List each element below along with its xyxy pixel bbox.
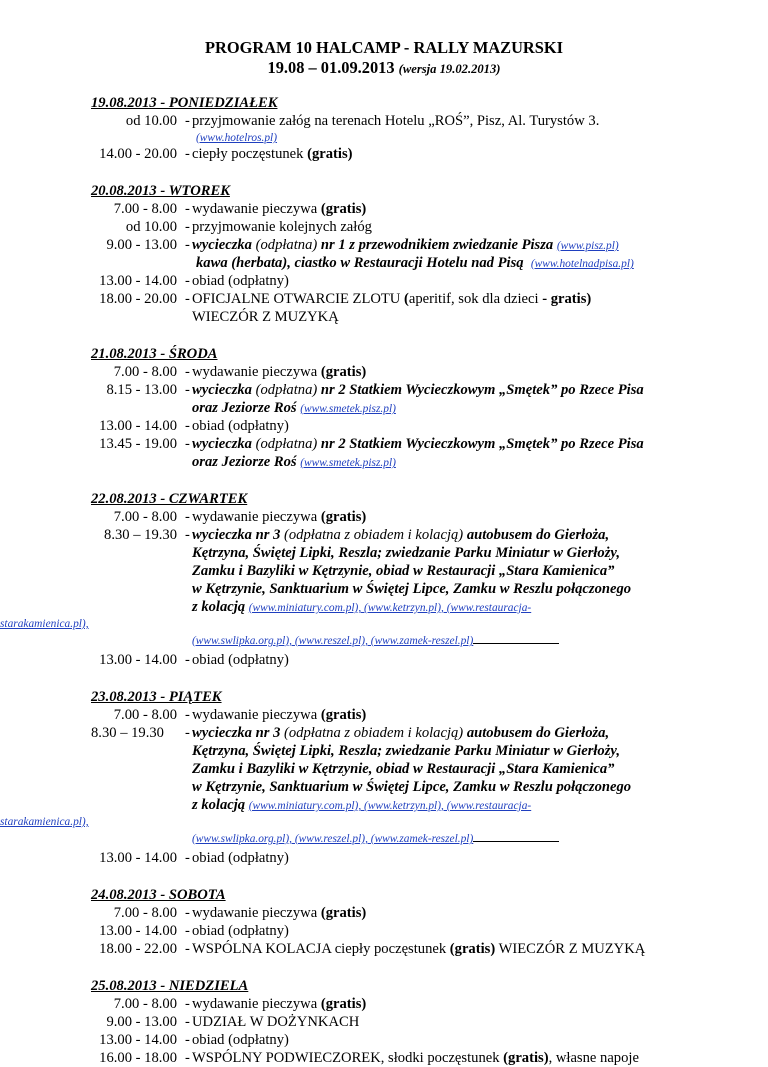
time: 7.00 - 8.00	[113, 996, 177, 1012]
time: 7.00 - 8.00	[113, 364, 177, 380]
time: 13.00 - 14.00	[99, 273, 177, 289]
date-range: 19.08 – 01.09.2013	[267, 58, 395, 77]
time: od 10.00	[125, 219, 177, 235]
event-text: w Kętrzynie, Sanktuarium w Świętej Lipce, Zamku w Reszlu połączonego	[192, 581, 632, 597]
dash: -	[185, 1050, 190, 1066]
event-text: Zamku i Bazyliki w Kętrzynie, obiad w Restauracji „Stara Kamienica”	[192, 761, 615, 777]
event-text: w Kętrzynie, Sanktuarium w Świętej Lipce, Zamku w Reszlu połączonego	[192, 779, 632, 795]
smetek-link[interactable]: (www.smetek.pisz.pl)	[300, 403, 396, 415]
document-title: PROGRAM 10 HALCAMP - RALLY MAZURSKI	[204, 38, 563, 57]
time: 13.45 - 19.00	[99, 436, 177, 452]
time: 16.00 - 18.00	[99, 1050, 177, 1066]
event-text: wydawanie pieczywa (gratis)	[192, 905, 367, 921]
time: 13.00 - 14.00	[99, 850, 177, 866]
time: 7.00 - 8.00	[113, 509, 177, 525]
time: 13.00 - 14.00	[99, 418, 177, 434]
event-text: wycieczka (odpłatna) nr 1 z przewodnikiem zwiedzanie Pisza (www.pisz.pl)	[192, 237, 619, 253]
underline-rule	[473, 631, 559, 644]
event-text	[192, 631, 559, 650]
event-text: Kętrzyna, Świętej Lipki, Reszla; zwiedzanie Parku Miniatur w Gierłoży,	[192, 743, 620, 759]
time: 8.30 – 19.30	[91, 725, 164, 741]
pisz-link[interactable]: (www.pisz.pl)	[556, 240, 619, 252]
dash: -	[185, 1032, 190, 1048]
tour-links[interactable]: (www.miniatury.com.pl), (www.ketrzyn.pl), (www.restauracja-	[248, 602, 532, 614]
event-text: z kolacją (www.miniatury.com.pl), (www.ketrzyn.pl), (www.restauracja-	[192, 599, 532, 615]
time: 18.00 - 22.00	[99, 941, 177, 957]
event-text: wydawanie pieczywa (gratis)	[192, 996, 367, 1012]
day-heading: 23.08.2013 - PIĄTEK	[91, 689, 222, 705]
event-text: WSPÓLNA KOLACJA ciepły poczęstunek (gratis) WIECZÓR Z MUZYKĄ	[192, 941, 646, 957]
dash: -	[185, 527, 190, 543]
smetek-link[interactable]: (www.smetek.pisz.pl)	[300, 457, 396, 469]
event-text: przyjmowanie kolejnych załóg	[192, 219, 372, 235]
event-text: wydawanie pieczywa (gratis)	[192, 364, 367, 380]
time: 7.00 - 8.00	[113, 707, 177, 723]
event-text: obiad (odpłatny)	[192, 923, 289, 939]
dash: -	[185, 652, 190, 668]
event-text: wycieczka (odpłatna) nr 2 Statkiem Wycieczkowym „Smętek” po Rzece Pisa	[192, 436, 644, 452]
dash: -	[185, 382, 190, 398]
event-text: oraz Jeziorze Roś (www.smetek.pisz.pl)	[192, 454, 396, 470]
tour-links[interactable]: (www.swlipka.org.pl), (www.reszel.pl), (www.zamek-reszel.pl)	[192, 635, 474, 647]
time: od 10.00	[125, 113, 177, 129]
time: 7.00 - 8.00	[113, 905, 177, 921]
event-text: Kętrzyna, Świętej Lipki, Reszla; zwiedzanie Parku Miniatur w Gierłoży,	[192, 545, 620, 561]
time: 8.30 – 19.30	[104, 527, 177, 543]
time: 13.00 - 14.00	[99, 923, 177, 939]
dash: -	[185, 509, 190, 525]
dash: -	[185, 941, 190, 957]
dash: -	[185, 146, 190, 162]
event-text: ciepły poczęstunek (gratis)	[192, 146, 353, 162]
dash: -	[185, 1014, 190, 1030]
event-text	[192, 829, 559, 848]
dash: -	[185, 436, 190, 452]
event-text: z kolacją (www.miniatury.com.pl), (www.ketrzyn.pl), (www.restauracja-	[192, 797, 532, 813]
event-text: Zamku i Bazyliki w Kętrzynie, obiad w Restauracji „Stara Kamienica”	[192, 563, 615, 579]
event-text: obiad (odpłatny)	[192, 418, 289, 434]
event-text: obiad (odpłatny)	[192, 1032, 289, 1048]
event-text: WIECZÓR Z MUZYKĄ	[192, 309, 339, 325]
dash: -	[185, 996, 190, 1012]
time: 14.00 - 20.00	[99, 146, 177, 162]
time: 13.00 - 14.00	[99, 1032, 177, 1048]
time: 7.00 - 8.00	[113, 201, 177, 217]
event-text: obiad (odpłatny)	[192, 652, 289, 668]
tour-links[interactable]: (www.swlipka.org.pl), (www.reszel.pl), (www.zamek-reszel.pl)	[192, 833, 474, 845]
document-dates	[0, 58, 768, 79]
time: 18.00 - 20.00	[99, 291, 177, 307]
event-text: oraz Jeziorze Roś (www.smetek.pisz.pl)	[192, 400, 396, 416]
time: 8.15 - 13.00	[106, 382, 177, 398]
time: 13.00 - 14.00	[99, 652, 177, 668]
event-text: wycieczka nr 3 (odpłatna z obiadem i kolacją) autobusem do Gierłoża,	[192, 527, 610, 543]
dash: -	[185, 291, 190, 307]
dash: -	[185, 237, 190, 253]
day-heading: 22.08.2013 - CZWARTEK	[91, 491, 248, 507]
event-text: wycieczka (odpłatna) nr 2 Statkiem Wycieczkowym „Smętek” po Rzece Pisa	[192, 382, 644, 398]
dash: -	[185, 201, 190, 217]
day-heading: 19.08.2013 - PONIEDZIAŁEK	[91, 95, 278, 111]
time: 9.00 - 13.00	[106, 237, 177, 253]
version-note: (wersja 19.02.2013)	[398, 62, 501, 76]
day-heading: 20.08.2013 - WTOREK	[91, 183, 230, 199]
dash: -	[185, 707, 190, 723]
hotel-link[interactable]: (www.hotelros.pl)	[196, 132, 278, 144]
dash: -	[185, 418, 190, 434]
day-heading: 21.08.2013 - ŚRODA	[91, 346, 218, 362]
day-heading: 25.08.2013 - NIEDZIELA	[91, 978, 249, 994]
dash: -	[185, 364, 190, 380]
event-text: wydawanie pieczywa (gratis)	[192, 201, 367, 217]
event-text: kawa (herbata), ciastko w Restauracji Hotelu nad Pisą (www.hotelnadpisa.pl)	[196, 255, 634, 271]
dash: -	[185, 905, 190, 921]
event-text: UDZIAŁ W DOŻYNKACH	[192, 1014, 360, 1030]
dash: -	[185, 273, 190, 289]
dash: -	[185, 219, 190, 235]
event-text: przyjmowanie załóg na terenach Hotelu „ROŚ”, Pisz, Al. Turystów 3.	[192, 113, 600, 129]
dash: -	[185, 923, 190, 939]
event-text: OFICJALNE OTWARCIE ZLOTU (aperitif, sok dla dzieci - gratis)	[192, 291, 592, 307]
restaurant-link-wrap[interactable]: starakamienica.pl),	[0, 618, 89, 630]
event-text: wydawanie pieczywa (gratis)	[192, 509, 367, 525]
day-heading: 24.08.2013 - SOBOTA	[91, 887, 226, 903]
event-text: obiad (odpłatny)	[192, 273, 289, 289]
event-text: obiad (odpłatny)	[192, 850, 289, 866]
dash: -	[185, 113, 190, 129]
tour-links[interactable]: (www.miniatury.com.pl), (www.ketrzyn.pl), (www.restauracja-	[248, 800, 532, 812]
hotelnadpisa-link[interactable]: (www.hotelnadpisa.pl)	[530, 258, 634, 270]
dash: -	[185, 725, 190, 741]
underline-rule	[473, 829, 559, 842]
time: 9.00 - 13.00	[106, 1014, 177, 1030]
event-text: wycieczka nr 3 (odpłatna z obiadem i kolacją) autobusem do Gierłoża,	[192, 725, 610, 741]
event-text: WSPÓLNY PODWIECZOREK, słodki poczęstunek (gratis), własne napoje	[192, 1050, 639, 1066]
dash: -	[185, 850, 190, 866]
event-text: wydawanie pieczywa (gratis)	[192, 707, 367, 723]
restaurant-link-wrap[interactable]: starakamienica.pl),	[0, 816, 89, 828]
